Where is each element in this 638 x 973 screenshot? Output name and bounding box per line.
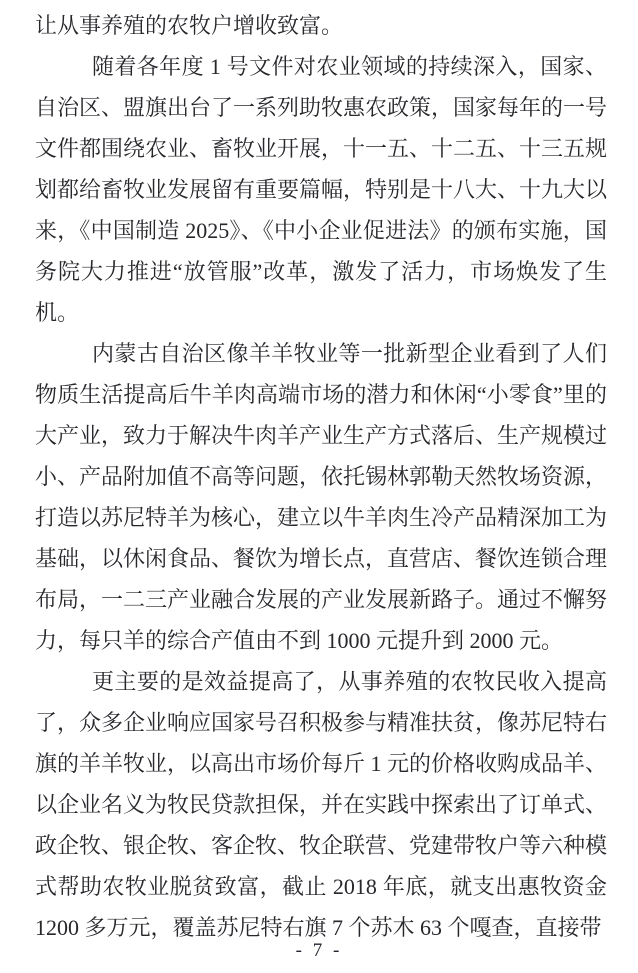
paragraph-benefit: 更主要的是效益提高了，从事养殖的农牧民收入提高了，众多企业响应国家号召积极参与精准扶贫，像苏尼特右旗的羊羊牧业，以高出市场价每斤 1 元的价格收购成品羊、以企业名义为牧民贷款担保，并在实践中探索出了订单式、政企牧、银企牧、客企牧、牧企联营、党建带牧户等六种模式帮助农牧业脱贫致富，截止 2018 年底，就支出惠牧资金 1200 多万元，覆盖苏尼特右旗 7 个苏木 63 个嘎查，直接带 xyxy=(35,669,608,940)
paragraph-policy: 随着各年度 1 号文件对农业领域的持续深入，国家、自治区、盟旗出台了一系列助牧惠农政策，国家每年的一号文件都围绕农业、畜牧业开展，十一五、十二五、十三五规划都给畜牧业发展留有重要篇幅，特别是十八大、十九大以来，《中国制造 2025》、《中小企业促进法》的颁布实施，国务院大力推进“放管服”改革，激发了活力，市场焕发了生机。 xyxy=(35,54,608,325)
paragraph-enterprise: 内蒙古自治区像羊羊牧业等一批新型企业看到了人们物质生活提高后牛羊肉高端市场的潜力和休闲“小零食”里的大产业，致力于解决牛肉羊产业生产方式落后、生产规模过小、产品附加值不高等问题，依托锡林郭勒天然牧场资源，打造以苏尼特羊为核心，建立以牛羊肉生冷产品精深加工为基础，以休闲食品、餐饮为增长点，直营店、餐饮连锁合理布局，一二三产业融合发展的产业发展新路子。通过不懈努力，每只羊的综合产值由不到 1000 元提升到 2000 元。 xyxy=(35,341,608,653)
paragraph-continuation: 让从事养殖的农牧户增收致富。 xyxy=(35,13,344,38)
document-body xyxy=(35,5,607,948)
page-number: - 7 - xyxy=(295,940,343,961)
